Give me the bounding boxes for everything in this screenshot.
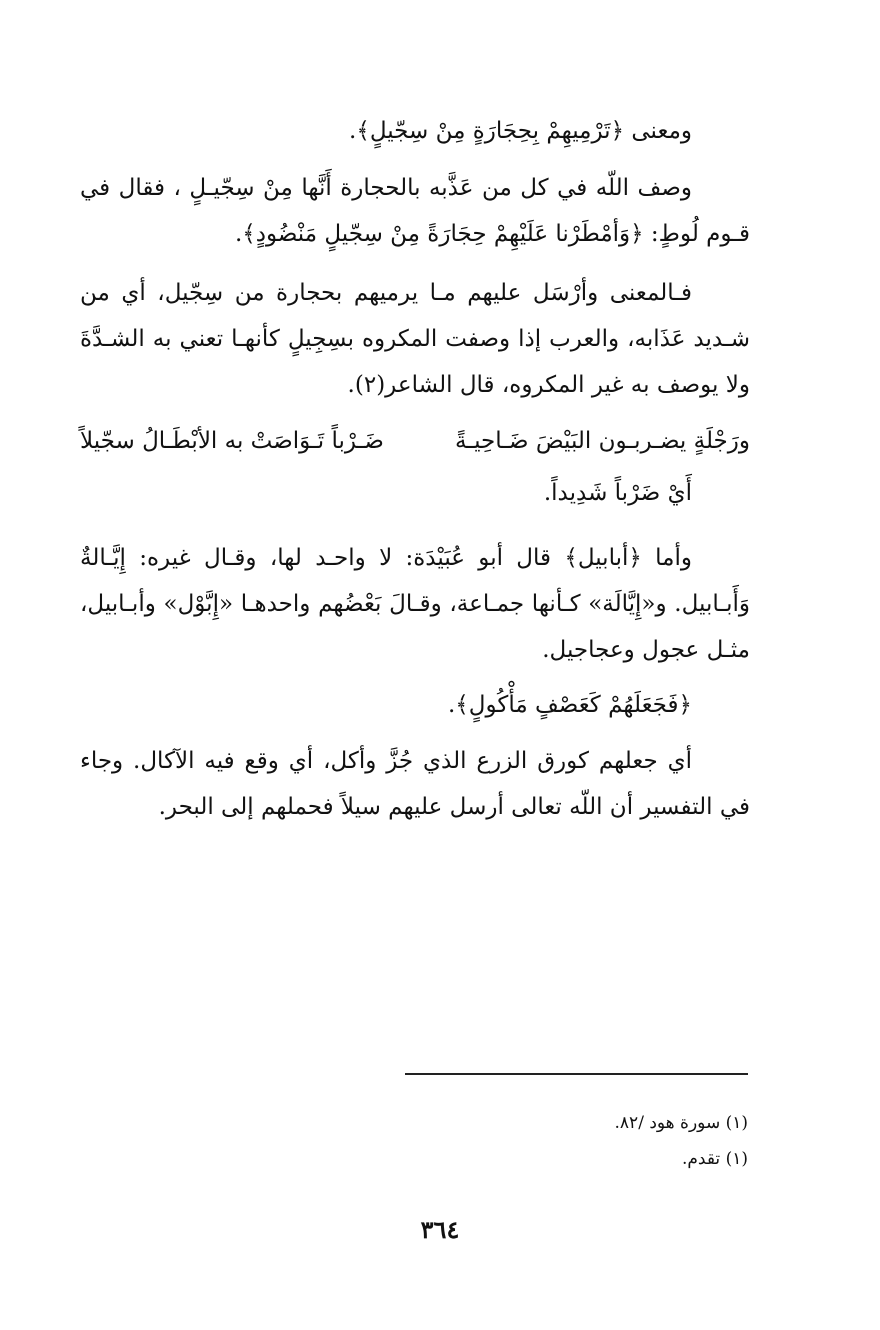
page-number: ٣٦٤	[420, 1215, 460, 1244]
footnote-1: (١) سورة هود /٨٢.	[614, 1113, 748, 1133]
verse-first-hemistich: ورَجْلَةٍ يضـربـون البَيْضَ ضَـاحِيـةً	[455, 428, 750, 454]
paragraph-6: ﴿فَجَعَلَهُمْ كَعَصْفٍ مَأْكُولٍ﴾.	[447, 692, 692, 718]
footnote-2: (١) تقدم.	[681, 1149, 748, 1169]
paragraph-4: أَيْ ضَرْباً شَدِيداً.	[543, 480, 692, 506]
footnote-divider	[405, 1073, 748, 1075]
paragraph-1: ومعنى ﴿تَرْمِيهِمْ بِحِجَارَةٍ مِنْ سِجّيلٍ﴾.	[349, 118, 692, 144]
paragraph-2: وصف اللّه في كل من عَذَّبه بالحجارة أَنَّها مِنْ سِجّيـلٍ ، فقال في قـوم لُوطٍ: ﴿وَأمْطَرْنا عَلَيْهِمْ حِجَارَةً مِنْ سِجّيلٍ مَنْضُودٍ﴾.	[80, 175, 750, 247]
paragraph-7: أي جعلهم كورق الزرع الذي جُزَّ وأكل، أي وقع فيه الآكال. وجاء في التفسير أن اللّه تعالى أرسل عليهم سيلاً فحملهم إلى البحر.	[80, 748, 750, 820]
paragraph-3: فـالمعنى وأرْسَل عليهم مـا يرميهم بحجارة من سِجّيل، أي من شـديد عَذَابه، والعرب إذا وصفت المكروه بسِجِيلٍ كأنهـا تعني به الشـدَّةَ ولا يوصف به غير المكروه، قال الشاعر(٢).	[80, 280, 750, 398]
verse-second-hemistich: ضَـرْباً تَـوَاصَتْ به الأبْطَـالُ سجّيلاً	[80, 428, 384, 454]
paragraph-5: وأما ﴿أبابيل﴾ قال أبو عُبَيْدَة: لا واحـد لها، وقـال غيره: إِيَّـالةٌ وَأَبـابيل. و«إِيَّالَة» كـأنها جمـاعة، وقـالَ بَعْضُهم واحدهـا «إِبَّوْل» وأبـابيل، مثـل عجول وعجاجيل.	[80, 545, 750, 663]
poetry-verse	[80, 418, 750, 464]
footnotes	[405, 1105, 748, 1177]
